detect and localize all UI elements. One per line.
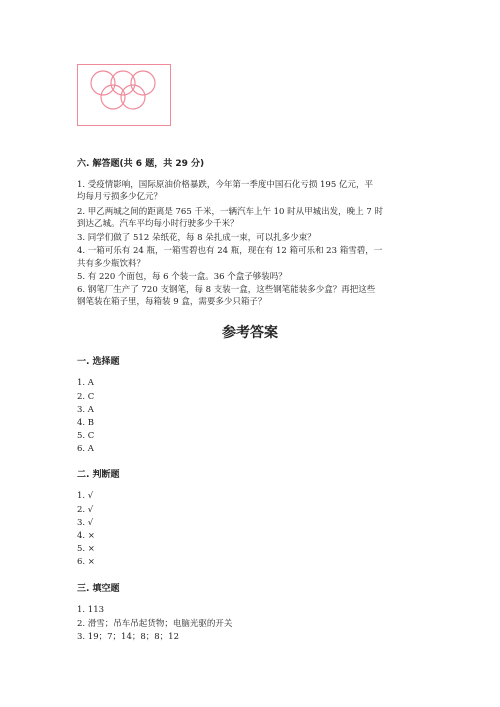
answer-item: 3. A (77, 405, 94, 415)
answer-item: 3. 19；7；14；8；8；12 (77, 632, 179, 642)
answer-item: 6. × (77, 557, 95, 567)
answer-item: 1. A (77, 378, 94, 388)
answer-item: 4. × (77, 531, 95, 541)
judge-section-title: 二. 判断题 (77, 470, 120, 480)
question-line: 4. 一箱可乐有 24 瓶，一箱雪碧也有 24 瓶，现在有 12 箱可乐和 23 箱雪碧，一 (77, 246, 383, 256)
question-line: 钢笔装在箱子里，每箱装 9 盒，需要多少只箱子？ (77, 297, 267, 307)
question-line: 5. 有 220 个面包，每 6 个装一盒。36 个盒子够装吗？ (77, 272, 287, 282)
answer-item: 5. × (77, 544, 95, 554)
answer-item: 3. √ (77, 518, 94, 528)
answer-item: 2. 滑雪；吊车吊起货物；电脑光驱的开关 (77, 619, 233, 629)
answers-title: 参考答案 (222, 325, 278, 341)
section6-title: 六. 解答题(共 6 题，共 29 分) (77, 159, 205, 169)
choice-section-title: 一. 选择题 (77, 357, 120, 367)
answer-item: 1. √ (77, 491, 94, 501)
answer-item: 2. √ (77, 505, 94, 515)
answer-item: 6. A (77, 444, 94, 454)
question-line: 1. 受疫情影响，国际原油价格暴跌，今年第一季度中国石化亏损 195 亿元，平 (77, 180, 373, 190)
answer-item: 2. C (77, 392, 95, 402)
question-line: 到达乙城。汽车平均每小时行驶多少千米？ (77, 219, 239, 229)
question-line: 2. 甲乙两城之间的距离是 765 千米，一辆汽车上午 10 时从甲城出发，晚上 7 时 (77, 207, 383, 217)
answer-item: 4. B (77, 418, 95, 428)
answer-item: 1. 113 (77, 605, 105, 615)
answer-item: 5. C (77, 431, 95, 441)
question-line: 共有多少瓶饮料？ (77, 259, 146, 269)
question-line: 6. 钢笔厂生产了 720 支钢笔，每 8 支装一盒，这些钢笔能装多少盒？再把这些 (77, 285, 376, 295)
olympic-rings-figure (77, 64, 171, 126)
fill-section-title: 三. 填空题 (77, 584, 120, 594)
question-line: 3. 同学们做了 512 朵纸花，每 8 朵扎成一束，可以扎多少束？ (77, 233, 316, 243)
question-line: 均每月亏损多少亿元？ (77, 192, 163, 202)
